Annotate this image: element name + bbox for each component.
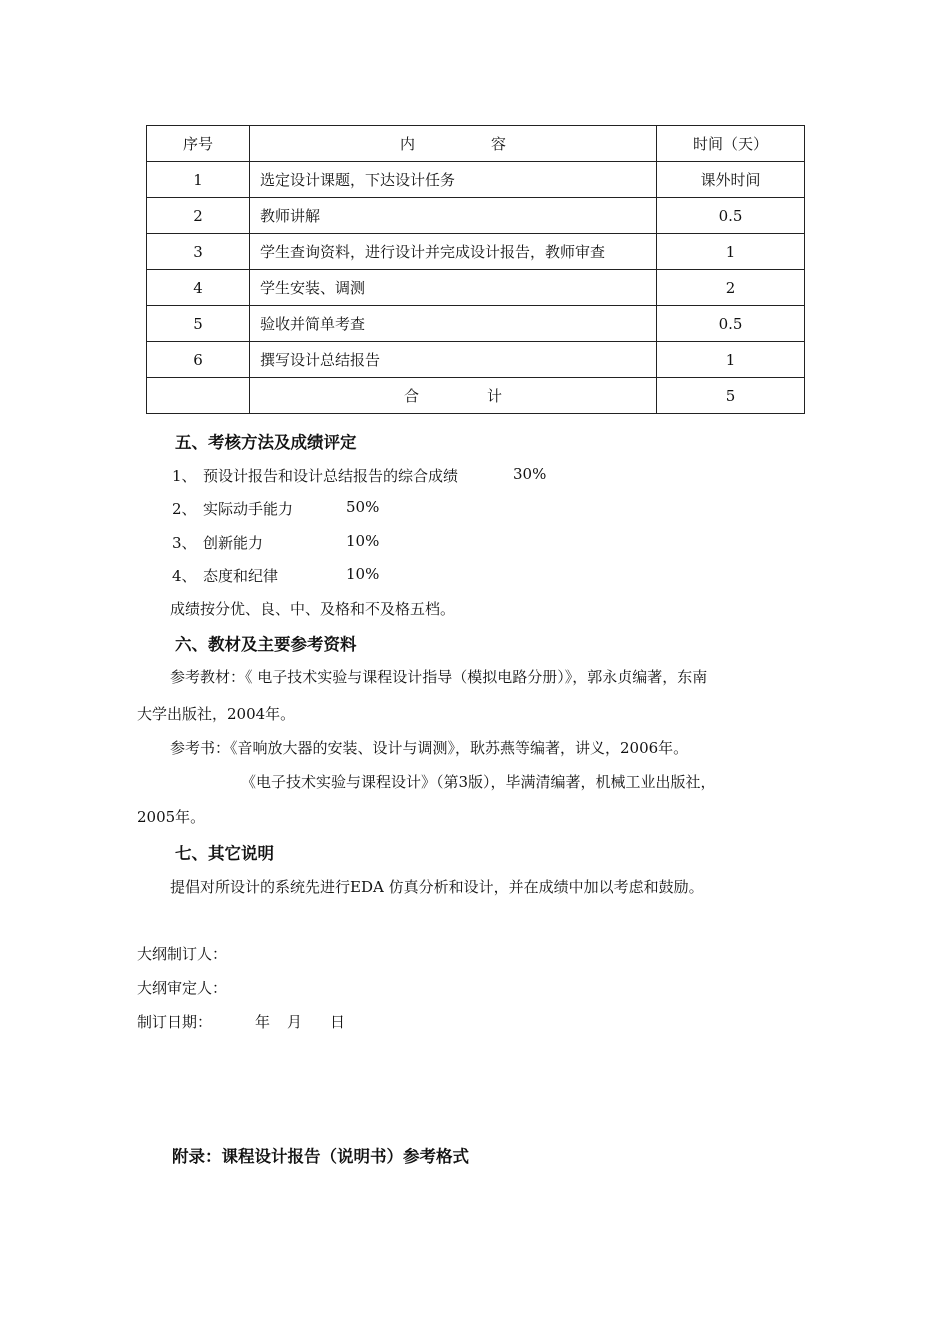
item-pct: 10%: [346, 565, 380, 583]
date-month: 月: [287, 1013, 303, 1031]
total-label: [250, 378, 657, 414]
item-num: 1、: [172, 467, 197, 485]
item-text: 预设计报告和设计总结报告的综合成绩: [203, 467, 459, 485]
row-time: 0.5: [657, 306, 805, 342]
row-time: 2: [657, 270, 805, 306]
table-row: [147, 270, 805, 306]
row-content: 验收并简单考查: [250, 306, 657, 342]
item-num: 4、: [172, 567, 197, 585]
ref-line3: 2005年。: [137, 808, 206, 826]
textbook-line2: 大学出版社，2004年。: [137, 705, 296, 723]
section5-heading: 五、考核方法及成绩评定: [175, 433, 357, 452]
header-content-b: 容: [491, 135, 507, 153]
date-label: 制订日期：: [137, 1013, 213, 1031]
item-text: 创新能力: [203, 534, 264, 552]
table-total-row: [147, 378, 805, 414]
item-pct: 50%: [346, 498, 380, 516]
total-label-b: 计: [487, 387, 503, 405]
schedule-table: [146, 125, 805, 414]
date-day: 日: [330, 1013, 346, 1031]
item-text: 态度和纪律: [203, 567, 279, 585]
table-row: [147, 342, 805, 378]
outline-maker: 大纲制订人：: [137, 945, 228, 963]
row-time: 1: [657, 342, 805, 378]
row-content: 选定设计课题，下达设计任务: [250, 162, 657, 198]
ref-line2: 《电子技术实验与课程设计》（第3版），毕满清编著，机械工业出版社，: [241, 773, 716, 791]
section7-heading: 七、其它说明: [175, 844, 274, 863]
total-time: 5: [657, 378, 805, 414]
ref-line1: 参考书：《音响放大器的安装、设计与调测》，耿苏燕等编著，讲义，2006年。: [170, 739, 689, 757]
row-content: 学生查询资料，进行设计并完成设计报告，教师审查: [250, 234, 657, 270]
header-content-a: 内: [399, 135, 415, 153]
row-content: 学生安装、调测: [250, 270, 657, 306]
row-seq: 4: [147, 270, 250, 306]
row-seq: 6: [147, 342, 250, 378]
item-num: 3、: [172, 534, 197, 552]
row-seq: 3: [147, 234, 250, 270]
header-seq: 序号: [147, 126, 250, 162]
item-num: 2、: [172, 500, 197, 518]
row-content: 撰写设计总结报告: [250, 342, 657, 378]
grade-note: 成绩按分优、良、中、及格和不及格五档。: [170, 600, 456, 618]
row-seq: 5: [147, 306, 250, 342]
table-row: [147, 234, 805, 270]
date-year: 年: [255, 1013, 271, 1031]
row-time: 0.5: [657, 198, 805, 234]
table-header-row: [147, 126, 805, 162]
table-row: [147, 162, 805, 198]
section6-heading: 六、教材及主要参考资料: [175, 635, 357, 654]
table-row: [147, 306, 805, 342]
row-content: 教师讲解: [250, 198, 657, 234]
header-time: 时间（天）: [657, 126, 805, 162]
total-label-a: 合: [403, 387, 419, 405]
section7-text: 提倡对所设计的系统先进行EDA 仿真分析和设计，并在成绩中加以考虑和鼓励。: [170, 878, 704, 896]
row-time: 课外时间: [657, 162, 805, 198]
item-text: 实际动手能力: [203, 500, 294, 518]
header-content: [250, 126, 657, 162]
outline-reviewer: 大纲审定人：: [137, 979, 228, 997]
row-time: 1: [657, 234, 805, 270]
row-seq: 2: [147, 198, 250, 234]
appendix-heading: 附录：课程设计报告（说明书）参考格式: [172, 1147, 469, 1166]
row-seq: 1: [147, 162, 250, 198]
total-seq-empty: [147, 378, 250, 414]
textbook-line1: 参考教材：《 电子技术实验与课程设计指导（模拟电路分册）》，郭永贞编著，东南: [170, 668, 708, 686]
item-pct: 30%: [513, 465, 547, 483]
list-item: [172, 465, 197, 486]
table-row: [147, 198, 805, 234]
item-pct: 10%: [346, 532, 380, 550]
